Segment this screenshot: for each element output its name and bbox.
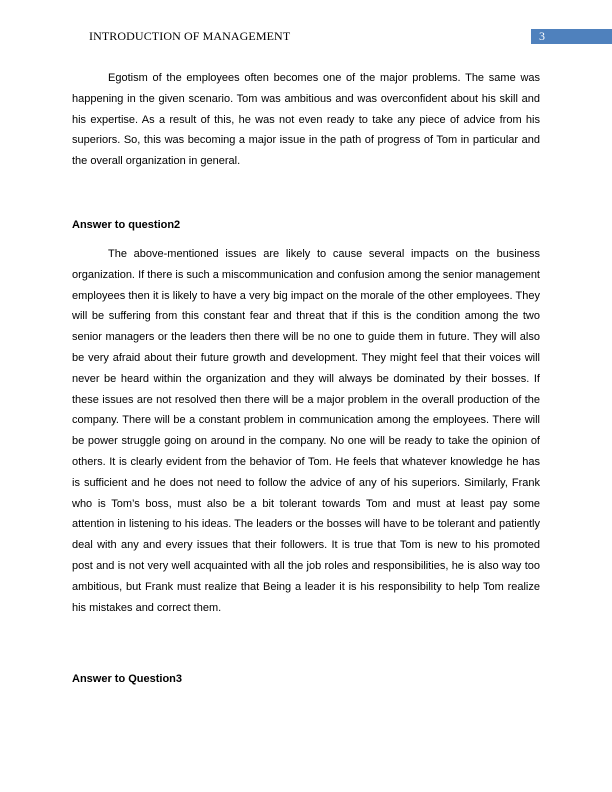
section-heading-question-3: Answer to Question3 [72, 673, 183, 685]
running-head: INTRODUCTION OF MANAGEMENT [89, 29, 291, 43]
section-heading-question-2: Answer to question2 [72, 219, 181, 231]
page-number-badge [531, 29, 612, 44]
paragraph-egotism: Egotism of the employees often becomes one of the major problems. The same was happening in the given scenario. Tom was ambitious and was overconfident about his skill and his expertise. As a result of this, he was not even ready to take any piece of advice from his superiors. So, this was becoming a major issue in the path of progress of Tom in particular and the overall organization in general. [72, 72, 540, 168]
page-number: 3 [539, 29, 545, 43]
paragraph-answer-question-2: The above-mentioned issues are likely to cause several impacts on the business organization. If there is such a miscommunication and confusion among the senior management employees then it is likely to have a very big impact on the morale of the other employees. They will be suffering from this constant fear and threat that if this is the condition among the two senior managers or the leaders then there will be no one to guide them in future. They will also be very afraid about their future growth and development. They might feel that their voices will never be heard within the organization and they will always be dominated by their bosses. If these issues are not resolved then there will be a major problem in the overall production of the company. There will be a constant problem in communication among the employees. There will be power struggle going on around in the company. No one will be ready to take the opinion of others. It is clearly evident from the behavior of Tom. He feels that whatever knowledge he has is sufficient and he does not need to follow the advice of any of his superiors. Similarly, Frank who is Tom’s boss, must also be a bit tolerant towards Tom and must at least pay some attention in listening to his ideas. The leaders or the bosses will have to be tolerant and patiently deal with any and every issues that their followers. It is true that Tom is new to his promoted post and is not very well acquainted with all the job roles and responsibilities, he is also way too ambitious, but Frank must realize that Being a leader it is his responsibility to help Tom realize his mistakes and correct them. [72, 248, 540, 614]
